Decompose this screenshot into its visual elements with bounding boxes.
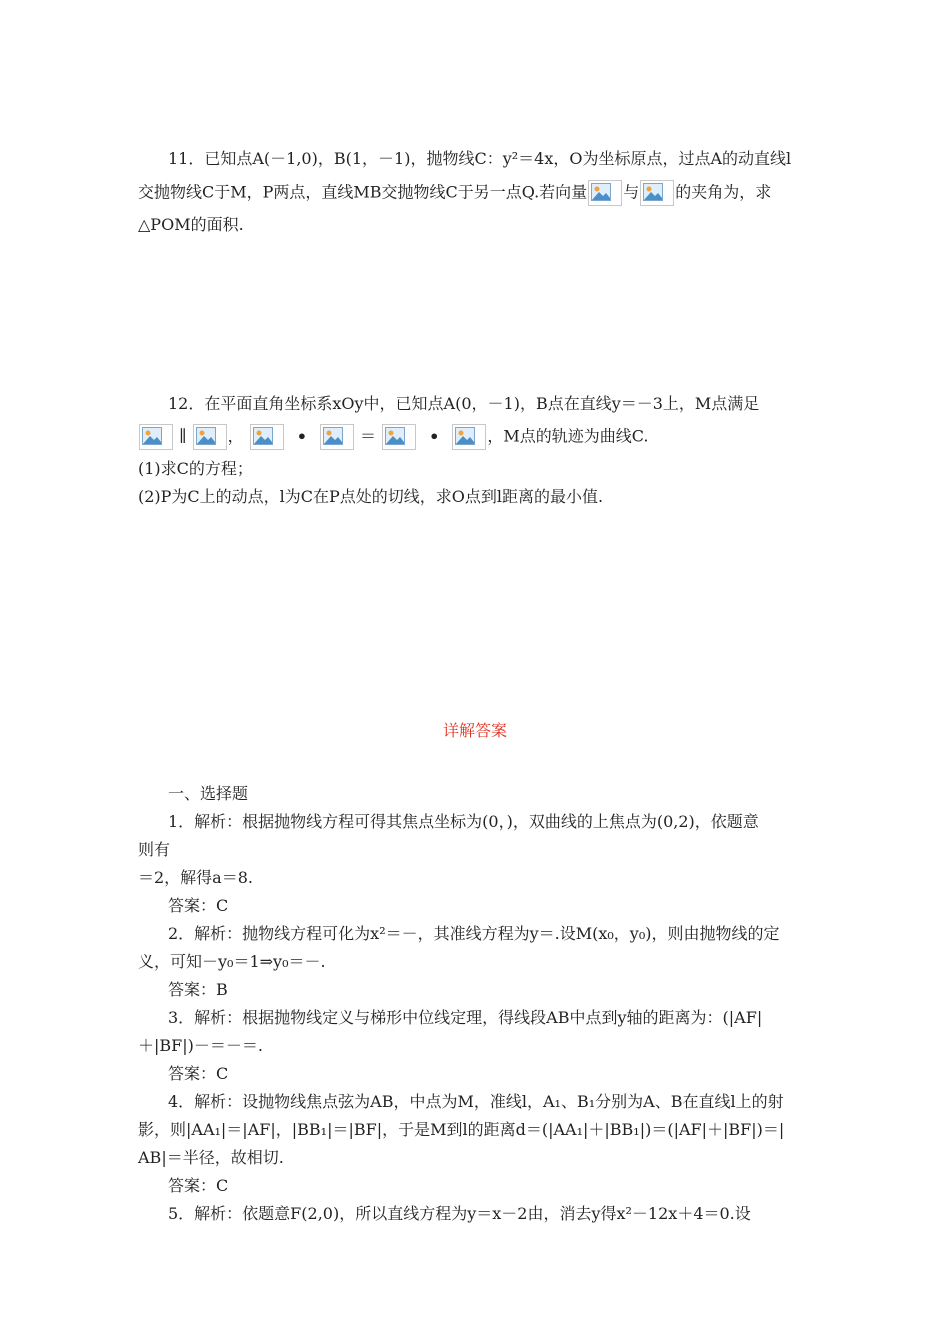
broken-image-icon: [320, 424, 354, 450]
answer-line: 答案：C: [168, 1176, 229, 1195]
q12-tail: ，M点的轨迹为曲线C.: [487, 426, 649, 446]
q12-part-1: (1)求C的方程；: [138, 459, 253, 478]
dot-product-symbol: •: [296, 426, 307, 446]
answer-line: 2．解析：抛物线方程可化为x²＝－，其准线方程为y＝.设M(x₀，y₀)，则由抛物线的定: [168, 924, 780, 943]
answer-line: 一、选择题: [168, 784, 249, 803]
answer-line: ＝2，解得a＝8.: [138, 868, 253, 887]
q11-line-1: 11．已知点A(－1,0)，B(1，－1)，抛物线C：y²＝4x，O为坐标原点，过点A的动直线l: [168, 149, 792, 168]
q11-line-2: [138, 180, 771, 206]
broken-image-icon: [452, 424, 486, 450]
q11-line-3: △POM的面积.: [138, 215, 244, 234]
broken-image-icon: [382, 424, 416, 450]
q12-line-2: [138, 424, 649, 450]
broken-image-icon: [139, 424, 173, 450]
broken-image-icon: [250, 424, 284, 450]
answer-line: AB|＝半径，故相切.: [138, 1148, 284, 1167]
q11-text-a: 交抛物线C于M，P两点，直线MB交抛物线C于另一点Q.若向量: [138, 182, 588, 202]
answer-line: 4．解析：设抛物线焦点弦为AB，中点为M，准线l，A₁、B₁分别为A、B在直线l上的射: [168, 1092, 784, 1111]
q11-text-b: 与: [623, 182, 640, 202]
answer-line: 则有: [138, 840, 171, 859]
answer-line: 答案：C: [168, 896, 229, 915]
comma: ，: [227, 426, 244, 446]
answer-line: 1．解析：根据抛物线方程可得其焦点坐标为(0，)，双曲线的上焦点为(0,2)，依题意: [168, 812, 759, 831]
q12-line-1: 12．在平面直角坐标系xOy中，已知点A(0，－1)，B点在直线y＝－3上，M点满足: [168, 394, 760, 413]
answer-line: 3．解析：根据抛物线定义与梯形中位线定理，得线段AB中点到y轴的距离为：(|AF|: [168, 1008, 763, 1027]
answer-line: 答案：B: [168, 980, 228, 999]
dot-product-symbol: •: [429, 426, 440, 446]
answer-line: ＋|BF|)－＝－＝.: [138, 1036, 263, 1055]
answer-title: 详解答案: [442, 721, 507, 740]
parallel-symbol: ∥: [179, 426, 187, 446]
answer-line: 义，可知－y₀＝1⇒y₀＝－.: [138, 952, 326, 971]
broken-image-icon: [193, 424, 227, 450]
answer-line: 5．解析：依题意F(2,0)，所以直线方程为y＝x－2由，消去y得x²－12x＋4＝0.设: [168, 1204, 751, 1223]
broken-image-icon: [640, 180, 674, 206]
equals-symbol: ＝: [360, 426, 377, 446]
q12-part-2: (2)P为C上的动点，l为C在P点处的切线，求O点到l距离的最小值.: [138, 487, 604, 506]
answer-line: 影，则|AA₁|＝|AF|，|BB₁|＝|BF|，于是M到l的距离d＝(|AA₁|＋|BB₁|)＝(|AF|＋|BF|)＝|: [138, 1120, 785, 1139]
broken-image-icon: [588, 180, 622, 206]
q11-text-c: 的夹角为，求: [675, 182, 772, 202]
answer-line: 答案：C: [168, 1064, 229, 1083]
